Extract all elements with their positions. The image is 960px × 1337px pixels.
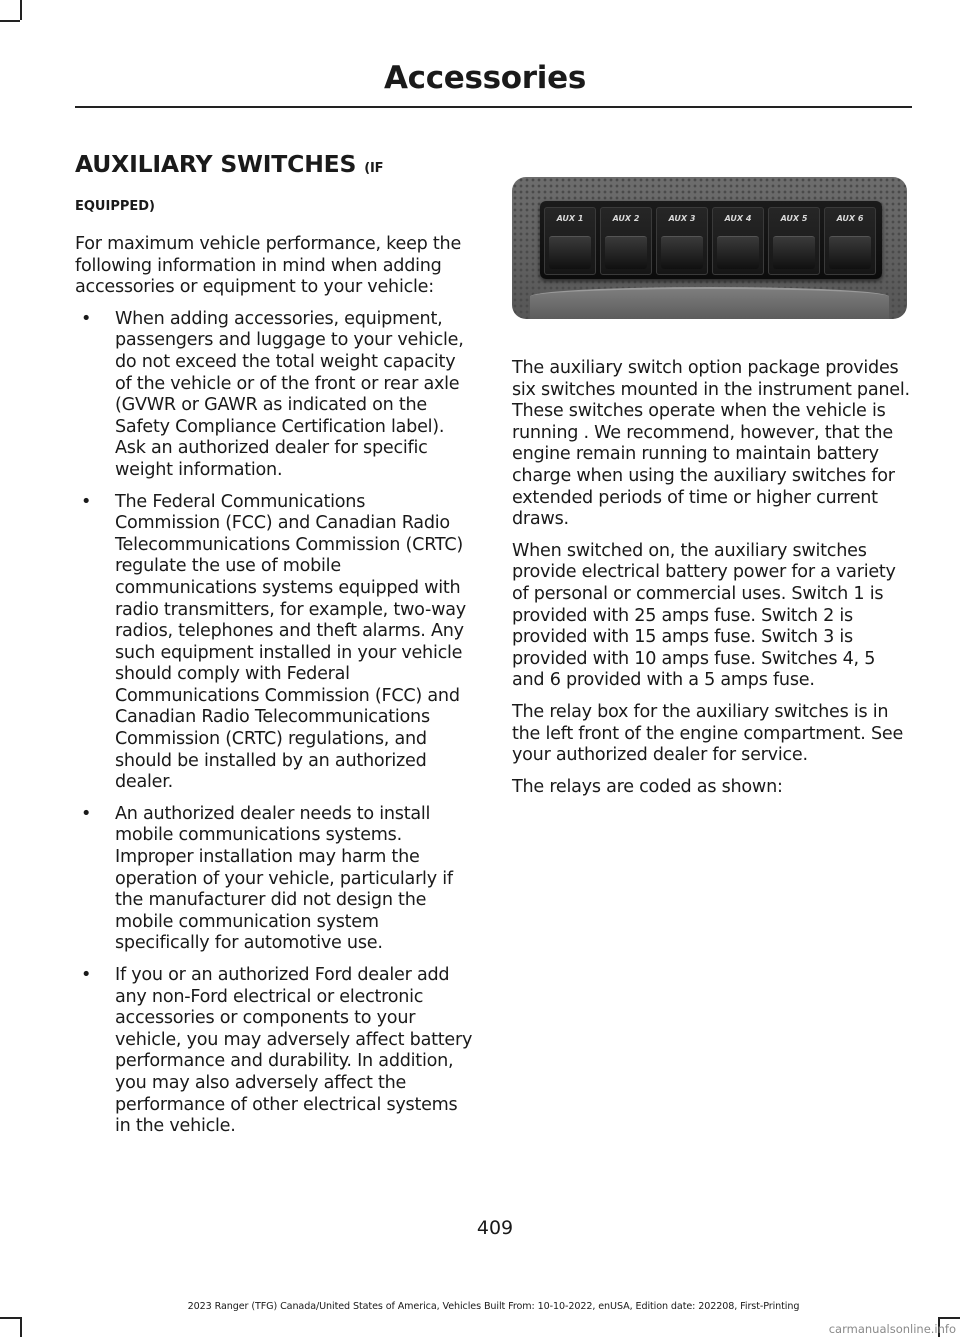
rocker-icon: [773, 236, 815, 269]
aux-switch: [656, 207, 708, 275]
aux-switch-label: AUX 4: [724, 214, 752, 223]
bullet-icon: •: [81, 965, 92, 985]
page-header-title: Accessories: [383, 60, 586, 96]
intro-paragraph: For maximum vehicle performance, keep the following information in mind when adding accessories or equipment to your vehicle:: [75, 234, 462, 298]
watermark-text: carmanualsonline.info: [828, 1322, 956, 1336]
page-footer: 2023 Ranger (TFG) Canada/United States of America, Vehicles Built From: 10-10-2022, enUSA, Edition date: 202208, First-Printing: [187, 1301, 800, 1312]
section-heading-text: AUXILIARY SWITCHES: [75, 150, 357, 178]
paragraph: When switched on, the auxiliary switches provide electrical battery power for a variety of personal or commercial uses. Switch 1 is provided with 25 amps fuse. Switch 2 is provided with 15 amps fuse. Switch 3 is provided with 10 amps fuse. Switches 4, 5 and 6 provided with a 5 amps fuse.: [512, 540, 896, 691]
aux-switch: [600, 207, 652, 275]
aux-switch-label: AUX 5: [780, 214, 808, 223]
right-column: [512, 358, 910, 808]
list-item-text: The Federal Communications Commission (FCC) and Canadian Radio Telecommunications Commission (CRTC) regulate the use of mobile communications systems equipped with radio transmitters, for example, two-way radios, telephones and theft alarms. Any such equipment installed in your vehicle should comply with Federal Communications Commission (FCC) and Canadian Radio Telecommunications Commission (CRTC) regulations, and should be installed by an authorized dealer.: [115, 491, 466, 793]
header-rule: [75, 106, 912, 108]
list-item: [75, 492, 475, 794]
list-item-text: If you or an authorized Ford dealer add any non-Ford electrical or electronic accessories or components to your vehicle, you may adversely affect battery performance and durability. In addition, you may also adversely affect the performance of other electrical systems in the vehicle.: [115, 965, 473, 1137]
dashboard-vent: [530, 287, 889, 319]
rocker-icon: [829, 236, 871, 269]
section-heading-suffix: (IF: [364, 161, 384, 176]
switch-bezel: [540, 201, 882, 279]
aux-switch-label: AUX 2: [612, 214, 640, 223]
list-item: [75, 804, 475, 955]
crop-mark: [20, 0, 22, 20]
paragraph: The relays are coded as shown:: [512, 776, 783, 797]
aux-switch-label: AUX 1: [556, 214, 584, 223]
aux-switch: [824, 207, 876, 275]
list-item: [75, 309, 475, 482]
crop-mark: [20, 1317, 22, 1337]
rocker-icon: [661, 236, 703, 269]
list-item: [75, 965, 475, 1138]
list-item-text: When adding accessories, equipment, passengers and luggage to your vehicle, do not exceed the total weight capacity of the vehicle or of the front or rear axle (GVWR or GAWR as indicated on the Safety Compliance Certification label). Ask an authorized dealer for specific weight information.: [115, 308, 464, 480]
aux-switch-label: AUX 3: [668, 214, 696, 223]
page-number: 409: [476, 1217, 514, 1239]
bullet-icon: •: [81, 491, 92, 512]
paragraph: The auxiliary switch option package provides six switches mounted in the instrument panel. These switches operate when the vehicle is running . We recommend, however, that the engine remain running to maintain battery charge when using the auxiliary switches for extended periods of time or higher current draws.: [512, 358, 910, 530]
aux-switch: [544, 207, 596, 275]
bullet-icon: •: [81, 308, 92, 329]
rocker-icon: [717, 236, 759, 269]
crop-mark: [940, 1317, 960, 1319]
aux-switch: [768, 207, 820, 275]
bullet-icon: •: [81, 803, 92, 824]
aux-switch: [712, 207, 764, 275]
auxiliary-switch-panel-image: [512, 177, 907, 319]
rocker-icon: [549, 236, 591, 269]
list-item-text: An authorized dealer needs to install mobile communications systems. Improper installation may harm the operation of your vehicle, particularly if the manufacturer did not design the mobile communication system specifically for automotive use.: [115, 803, 453, 954]
bullet-list: [75, 309, 475, 1138]
section-heading: [75, 150, 475, 183]
paragraph: The relay box for the auxiliary switches is in the left front of the engine compartment. See your authorized dealer for service.: [512, 701, 904, 766]
section-heading-suffix-line2: EQUIPPED): [75, 199, 155, 214]
crop-mark: [0, 20, 20, 22]
aux-switch-label: AUX 6: [836, 214, 864, 223]
left-column: [75, 150, 475, 1148]
rocker-icon: [605, 236, 647, 269]
crop-mark: [0, 1317, 20, 1319]
